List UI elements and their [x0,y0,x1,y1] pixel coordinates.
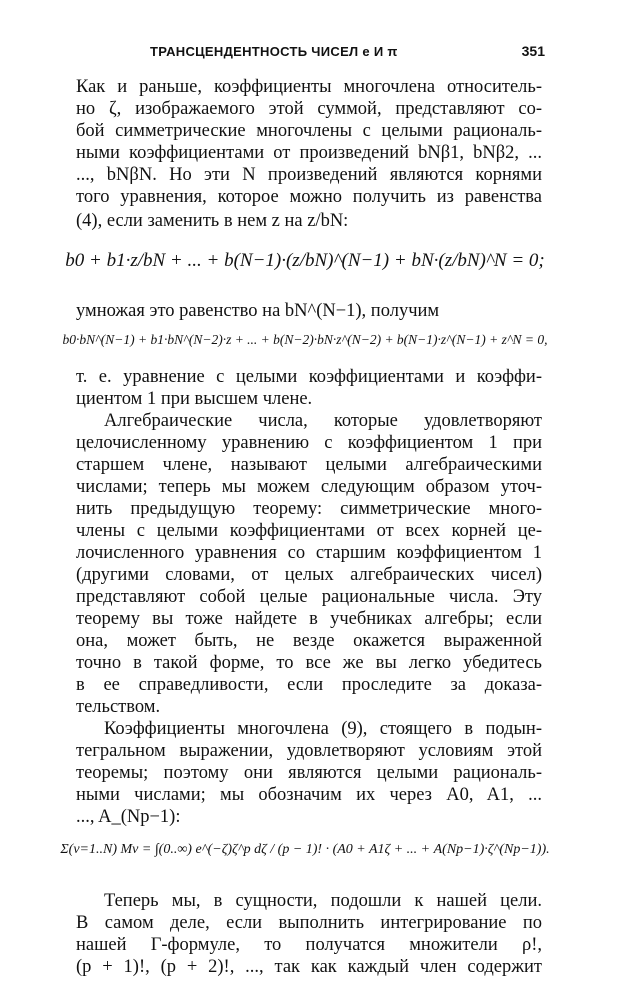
text-line: т. е. уравнение с целыми коэффициентами и коэффи- [76,367,542,387]
text-line: бой симметрические многочлены с целыми рациональ- [76,121,542,141]
text-line: теорему вы тоже найдете в учебниках алгебры; если [76,609,542,629]
text-line: в ее справедливости, если проследите за доказа- [76,675,542,695]
text-line: Алгебраические числа, которые удовлетворяют [104,411,542,431]
equation-2: b0·bN^(N−1) + b1·bN^(N−2)·z + ... + b(N−2)·bN·z^(N−2) + b(N−1)·z^(N−1) + z^N = 0, [62,332,548,347]
text-line: тегральном выражении, удовлетворяют условиям этой [76,741,542,761]
text-line: ными коэффициентами от произведений bNβ1, bNβ2, ... [76,143,542,163]
text-line: (p + 1)!, (p + 2)!, ..., так как каждый член содержит [76,957,542,977]
text-line: (4), если заменить в нем z на z/bN: [76,211,349,231]
equation-1: b0 + b1·z/bN + ... + b(N−1)·(z/bN)^(N−1) + bN·(z/bN)^N = 0; [65,250,545,271]
page-number: 351 [521,43,545,59]
text-line: она, может быть, не везде окажется выраженной [76,631,542,651]
running-title: ТРАНСЦЕНДЕНТНОСТЬ ЧИСЕЛ e И π [150,44,398,59]
text-line: Как и раньше, коэффициенты многочлена относитель- [76,77,542,97]
text-line: Коэффициенты многочлена (9), стоящего в подын- [104,719,542,739]
text-line: ..., A_(Np−1): [76,807,181,827]
text-line: представляют собой целые рациональные числа. Эту [76,587,542,607]
text-line: целочисленному уравнению с коэффициентом 1 при [76,433,542,453]
text-line: старшем члене, называют целыми алгебраическими [76,455,542,475]
text-line: члены с целыми коэффициентами от всех корней це- [76,521,542,541]
text-line: но ζ, изображаемого этой суммой, представляют со- [76,99,542,119]
text-line: точно в такой форме, то все же вы легко убедитесь [76,653,542,673]
text-line: тельством. [76,697,161,717]
text-line: нить предыдущую теорему: симметрические много- [76,499,542,519]
text-line: нашей Γ-формуле, то получатся множители ρ!, [76,935,542,955]
equation-3: Σ(ν=1..N) Mν = ∫(0..∞) e^(−ζ)ζ^p dζ / (p − 1)! · (A0 + A1ζ + ... + A(Np−1)·ζ^(Np−1)). [60,842,550,857]
text-line: ..., bNβN. Но эти N произведений являются корнями [76,165,542,185]
text-line: того уравнения, которое можно получить из равенства [76,187,542,207]
text-line: умножая это равенство на bN^(N−1), получим [76,301,440,321]
text-line: Теперь мы, в сущности, подошли к нашей цели. [104,891,542,911]
text-line: (другими словами, от целых алгебраических чисел) [76,565,542,585]
text-line: ными числами; мы обозначим их через A0, A1, ... [76,785,542,805]
text-line: В самом деле, если выполнить интегрирование по [76,913,542,933]
text-line: циентом 1 при высшем члене. [76,389,313,409]
text-line: числами; теперь мы можем следующим образом уточ- [76,477,542,497]
text-line: теоремы; поэтому они являются целыми рациональ- [76,763,542,783]
text-line: лочисленного уравнения со старшим коэффициентом 1 [76,543,542,563]
